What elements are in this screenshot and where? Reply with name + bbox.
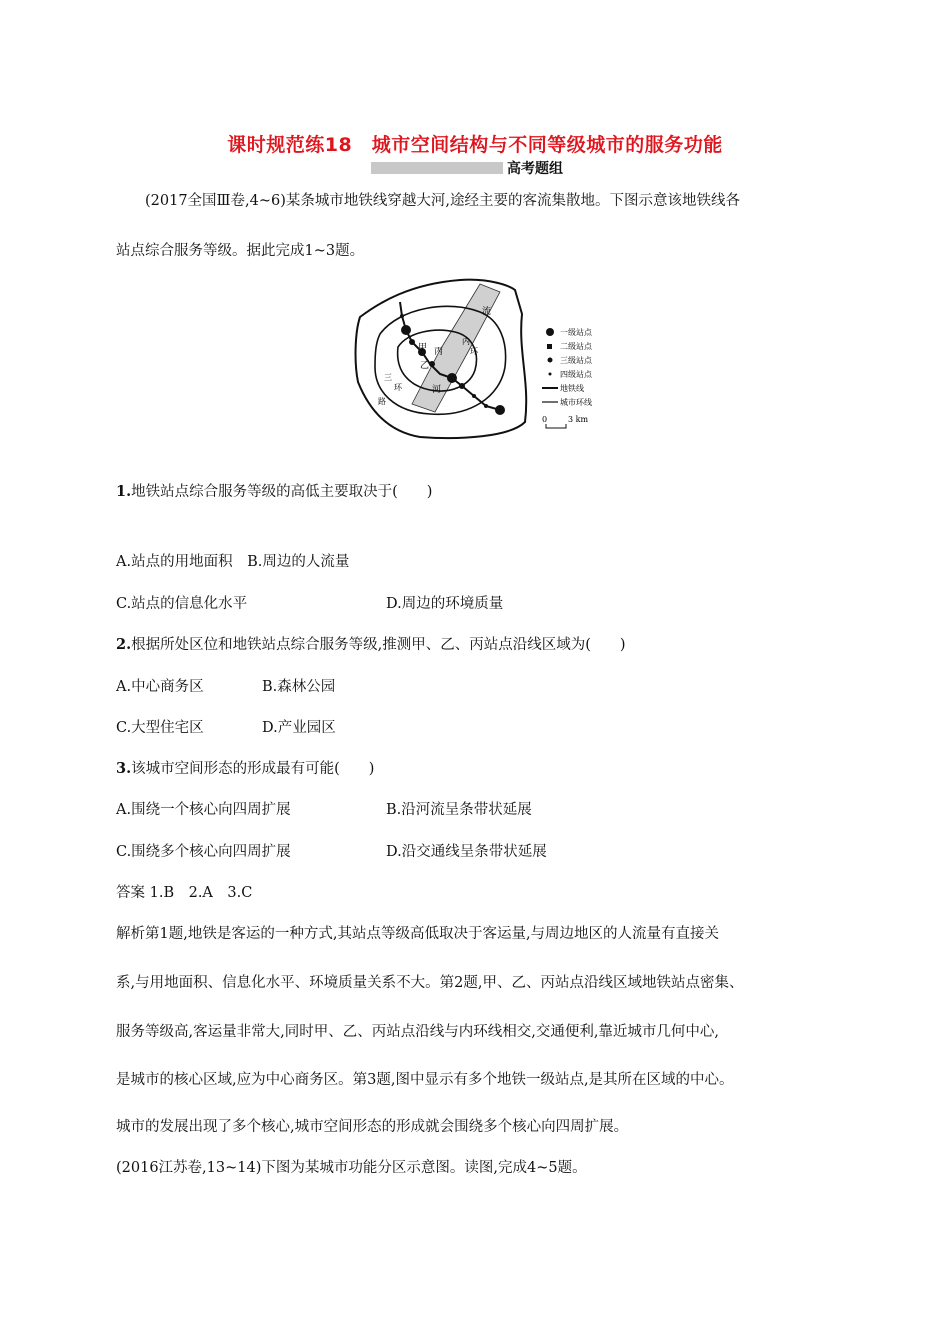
analysis-line: 解析第1题,地铁是客运的一种方式,其站点等级高低取决于客运量,与周边地区的人流量有直接关 [116,926,720,942]
analysis-line: 系,与用地面积、信息化水平、环境质量关系不大。第2题,甲、乙、丙站点沿线区域地铁站点密集、 [116,975,744,991]
answer-line: 答案 1.B 2.A 3.C [116,885,253,901]
legend-level4-marker [549,373,552,376]
station-label-yi: 乙 [420,361,430,371]
question-number: 1. [116,483,132,500]
option-d: D.周边的环境质量 [386,596,504,612]
ring-label: 路 [378,397,386,406]
legend-level2: 二级站点 [560,342,592,351]
option-a: A.站点的用地面积 B.周边的人流量 [116,554,350,570]
option-b: B.沿河流呈条带状延展 [386,802,532,818]
subway-map-figure [340,272,620,440]
page-title: 课时规范练18 城市空间结构与不同等级城市的服务功能 [227,134,723,156]
option-c: C.大型住宅区 [116,720,204,736]
station-level1 [447,373,457,383]
legend-level3: 三级站点 [560,356,592,365]
option-a: A.中心商务区 [116,679,204,695]
station-level4 [472,394,476,398]
legend-level1: 一级站点 [560,328,592,337]
option-c: C.站点的信息化水平 [116,596,248,612]
station-level2 [409,339,415,345]
station-level1 [401,325,411,335]
legend-level2-marker [547,344,552,349]
option-d: D.产业园区 [262,720,336,736]
next-section-intro: (2016江苏卷,13~14)下图为某城市功能分区示意图。读图,完成4~5题。 [116,1160,587,1176]
analysis-line: 是城市的核心区域,应为中心商务区。第3题,图中显示有多个地铁一级站点,是其所在区域的中心。 [116,1072,734,1088]
station-level2 [459,383,465,389]
option-c: C.围绕多个核心向四周扩展 [116,844,291,860]
station-level4 [484,404,488,408]
question-1 [116,480,432,501]
question-3 [116,757,374,778]
question-2 [116,633,626,654]
legend-level1-marker [546,328,554,336]
scale-bar [546,424,566,428]
option-a: A.围绕一个核心向四周扩展 [116,802,291,818]
station-level1 [495,405,505,415]
intro-line-2: 站点综合服务等级。据此完成1~3题。 [116,243,365,259]
question-number: 3. [116,760,132,777]
analysis-line: 服务等级高,客运量非常大,同时甲、乙、丙站点沿线与内环线相交,交通便利,靠近城市几何中心, [116,1024,720,1040]
river-label: 河 [432,385,442,395]
legend-level3-marker [548,358,553,363]
legend-level4: 四级站点 [560,370,592,379]
section-subtitle: 高考题组 [507,161,563,177]
option-b: B.周边的人流量 [247,554,350,570]
station-label-jia: 甲 [418,343,428,353]
option-b: B.森林公园 [262,679,336,695]
question-text: 根据所处区位和地铁站点综合服务等级,推测甲、乙、丙站点沿线区域为( ) [131,637,626,653]
river-label: 流 [482,307,492,317]
station-level4 [400,314,404,318]
station-label-bing: 丙 [434,347,444,357]
legend-subway: 地铁线 [560,384,584,393]
legend-ring: 城市环线 [560,398,592,407]
station-level2 [429,361,435,367]
question-text: 该城市空间形态的形成最有可能( ) [131,761,375,777]
inner-ring-label: 环 [470,347,478,356]
subtitle-highlight-bar [371,162,503,174]
question-number: 2. [116,636,132,653]
scale-zero: 0 [542,415,548,424]
ring-label: 三 [384,373,392,382]
option-d: D.沿交通线呈条带状延展 [386,844,547,860]
inner-ring-label: 内 [462,337,470,346]
analysis-line: 城市的发展出现了多个核心,城市空间形态的形成就会围绕多个核心向四周扩展。 [116,1119,629,1135]
intro-line-1: (2017全国Ⅲ卷,4~6)某条城市地铁线穿越大河,途经主要的客流集散地。下图示意该地铁线各 [145,193,741,209]
scale-end: 3 km [568,415,589,424]
ring-label: 环 [394,383,402,392]
question-text: 地铁站点综合服务等级的高低主要取决于( ) [131,484,433,500]
